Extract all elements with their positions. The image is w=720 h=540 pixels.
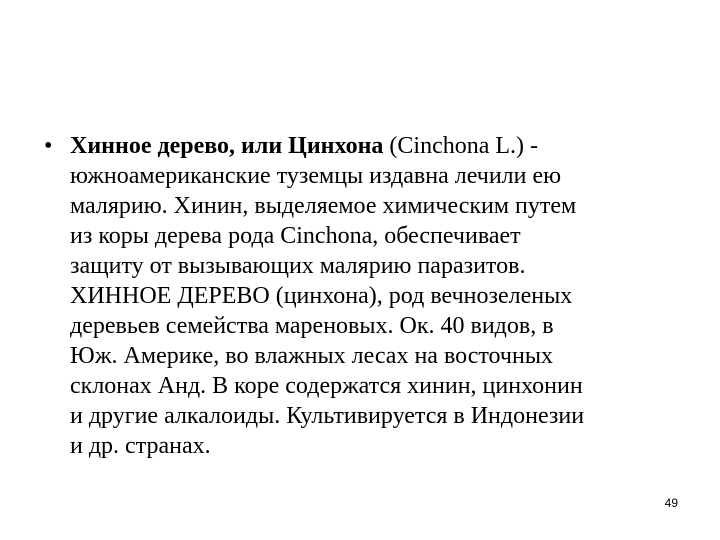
first-line — [70, 131, 584, 161]
text-line: ХИННОЕ ДЕРЕВО (цинхона), род вечнозеленых — [70, 283, 573, 309]
text-line: защиту от вызывающих малярию паразитов. — [70, 253, 526, 279]
text-line: Юж. Америке, во влажных лесах на восточных — [70, 343, 553, 369]
page-number: 49 — [664, 496, 678, 510]
bullet-item — [44, 131, 684, 461]
text-line: склонах Анд. В коре содержатся хинин, цинхонин — [70, 373, 583, 399]
text-line: и другие алкалоиды. Культивируется в Индонезии — [70, 403, 585, 429]
heading-continuation: (Cinchona L.) - — [383, 133, 539, 159]
bold-heading: Хинное дерево, или Цинхона — [70, 133, 384, 159]
bullet-marker: • — [44, 133, 53, 159]
text-line: деревьев семейства мареновых. Ок. 40 видов, в — [70, 313, 554, 339]
slide-content — [44, 131, 684, 461]
text-line: и др. странах. — [70, 433, 211, 459]
text-line: из коры дерева рода Cinchona, обеспечивает — [70, 223, 521, 249]
text-line: малярию. Хинин, выделяемое химическим путем — [70, 193, 577, 219]
text-line: южноамериканские туземцы издавна лечили ею — [70, 163, 562, 189]
bullet-text — [70, 131, 584, 461]
